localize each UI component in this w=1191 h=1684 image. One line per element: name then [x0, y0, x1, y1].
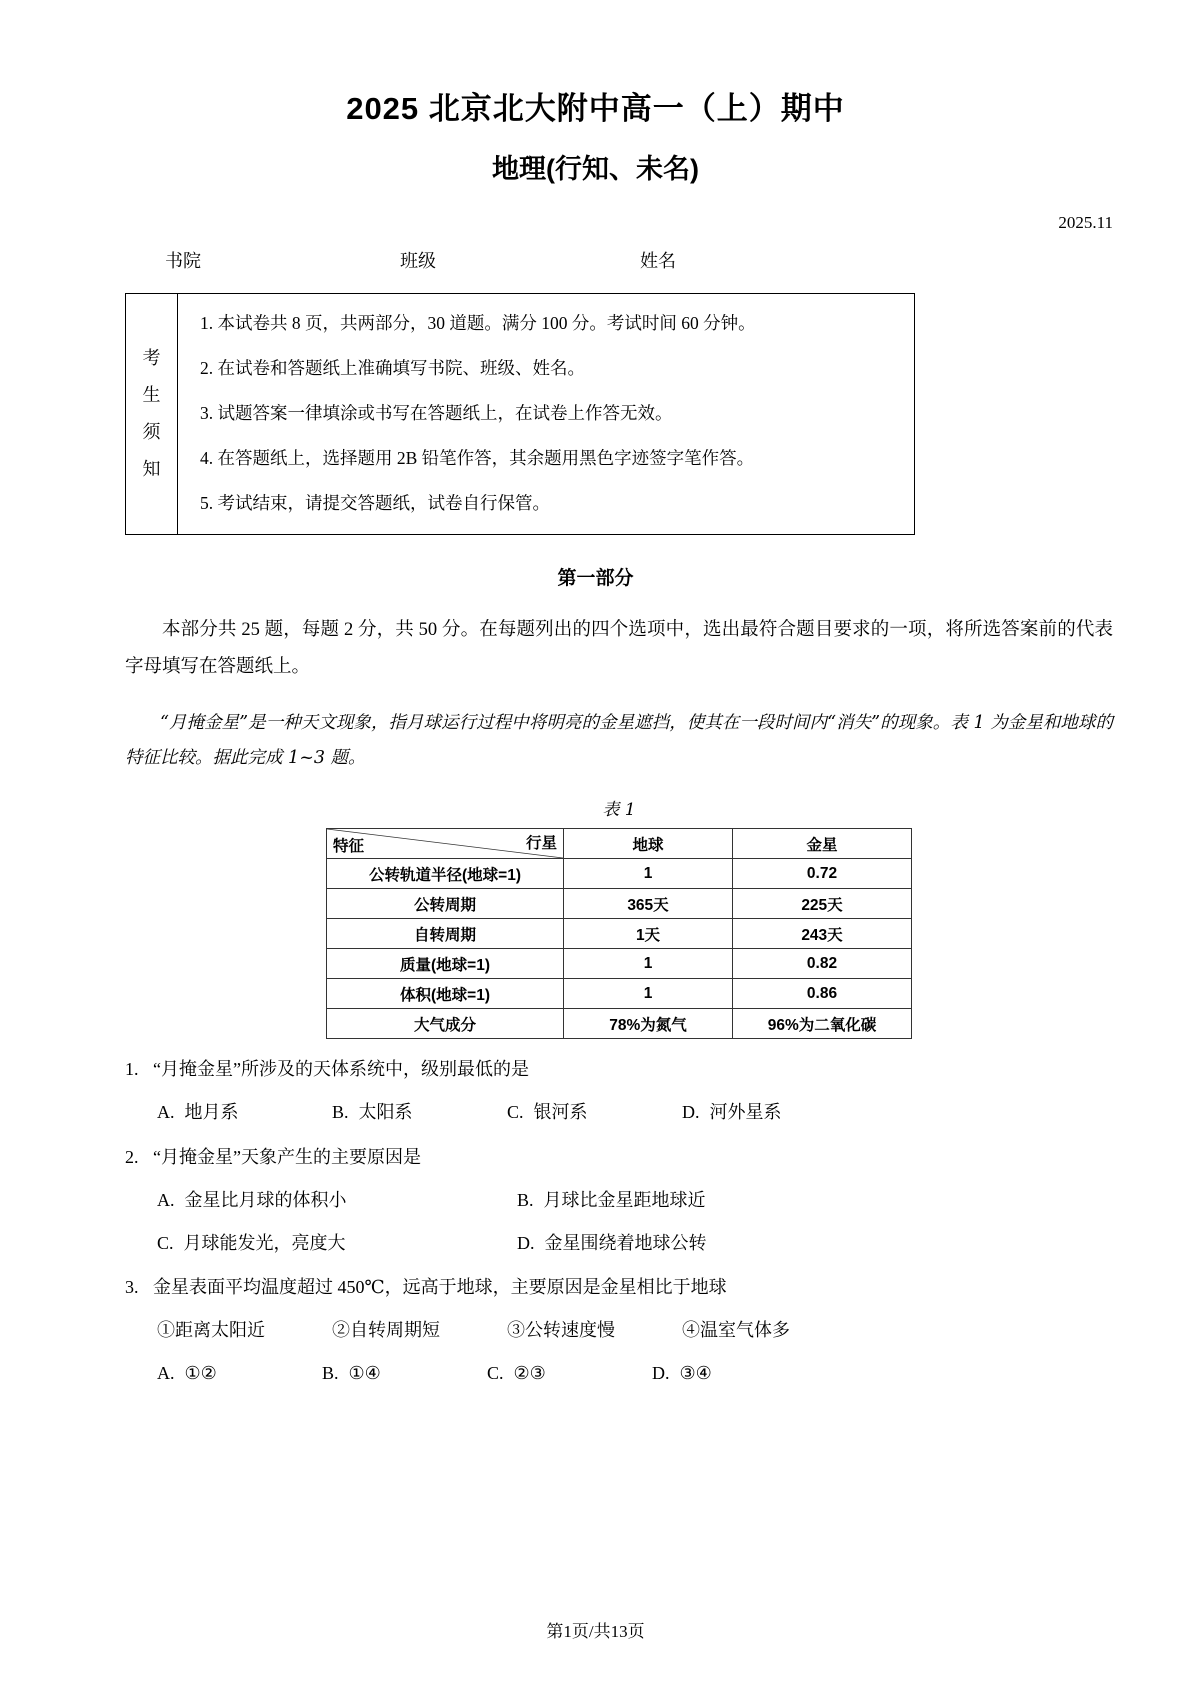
notice-item: 4. 在答题纸上，选择题用 2B 铅笔作答，其余题用黑色字迹签字笔作答。: [200, 448, 755, 469]
row-earth-value: 365天: [564, 889, 733, 919]
option-key: A.: [157, 1189, 175, 1210]
option-d[interactable]: [652, 1359, 817, 1388]
option-a[interactable]: [157, 1186, 517, 1215]
row-earth-value: 1: [564, 949, 733, 979]
option-c[interactable]: [507, 1098, 682, 1127]
section-heading: 第一部分: [557, 567, 634, 589]
option-key: B.: [517, 1189, 534, 1210]
notice-item: 3. 试题答案一律填涂或书写在答题纸上，在试卷上作答无效。: [200, 403, 673, 424]
row-venus-value: 0.72: [733, 859, 912, 889]
section-instruction: 本部分共 25 题，每题 2 分，共 50 分。在每题列出的四个选项中，选出最符合题目要求的一项，将所选答案前的代表字母填写在答题纸上。: [125, 619, 1113, 677]
option-key: A.: [157, 1362, 175, 1383]
field-label-shuyuan: 书院: [165, 250, 201, 271]
question-1-stem: [125, 1055, 1113, 1084]
question-2-stem: [125, 1143, 1113, 1172]
table-row: [327, 859, 912, 889]
option-label: 月球能发光，亮度大: [183, 1232, 346, 1253]
notice-label-vertical: [126, 294, 178, 534]
question-number: 1.: [125, 1059, 139, 1080]
option-d[interactable]: [682, 1098, 857, 1127]
row-venus-value: 0.86: [733, 979, 912, 1009]
option-key: B.: [332, 1102, 349, 1123]
field-label-banji: 班级: [400, 250, 436, 271]
corner-label-top: 行星: [525, 835, 557, 853]
option-label: ①④: [348, 1362, 381, 1383]
table-row: [327, 949, 912, 979]
row-feature: 大气成分: [327, 1009, 564, 1039]
option-b[interactable]: [517, 1186, 877, 1215]
page-footer: 第1页/共13页: [546, 1622, 645, 1641]
circled-statement-3: ③公转速度慢: [507, 1320, 615, 1341]
option-key: D.: [682, 1102, 700, 1123]
option-key: D.: [517, 1232, 535, 1253]
row-venus-value: 225天: [733, 889, 912, 919]
option-d[interactable]: [517, 1229, 877, 1258]
exam-date: 2025.11: [1058, 212, 1113, 232]
table-row: [327, 889, 912, 919]
row-earth-value: 1天: [564, 919, 733, 949]
circled-statement-1: ①距离太阳近: [157, 1320, 265, 1341]
table-row: [327, 1009, 912, 1039]
notice-label-char-0: 考: [142, 347, 161, 368]
table-header-row: [327, 829, 912, 859]
circled-statement-4: ④温室气体多: [682, 1320, 790, 1341]
option-label: 地月系: [184, 1102, 239, 1123]
notice-label-char-3: 知: [142, 458, 161, 479]
candidate-notice-box: [125, 293, 915, 535]
question-number: 2.: [125, 1146, 139, 1167]
notice-label-char-1: 生: [142, 384, 161, 405]
option-label: ①②: [184, 1362, 217, 1383]
option-label: 金星比月球的体积小: [184, 1189, 347, 1210]
option-label: 银河系: [533, 1102, 588, 1123]
row-feature: 公转周期: [327, 889, 564, 919]
option-c[interactable]: [487, 1359, 652, 1388]
notice-item: 5. 考试结束，请提交答题纸，试卷自行保管。: [200, 493, 550, 514]
page-title: 2025 北京北大附中高一（上）期中: [346, 91, 845, 126]
notice-item-list: [178, 294, 914, 534]
question-2-options-row-1: [125, 1186, 1113, 1215]
row-venus-value: 243天: [733, 919, 912, 949]
row-venus-value: 0.82: [733, 949, 912, 979]
question-1-options: [125, 1098, 1113, 1127]
option-label: 太阳系: [358, 1102, 413, 1123]
option-a[interactable]: [157, 1098, 332, 1127]
question-text: 金星表面平均温度超过 450℃，远高于地球，主要原因是金星相比于地球: [153, 1277, 727, 1298]
table-col-header-earth: 地球: [564, 829, 733, 859]
table-caption: 表 1: [602, 800, 636, 821]
question-2: [125, 1143, 1113, 1257]
option-label: 河外星系: [709, 1102, 782, 1123]
notice-label-char-2: 须: [142, 421, 161, 442]
option-label: ②③: [513, 1362, 546, 1383]
stem-passage: “月掩金星”是一种天文现象，指月球运行过程中将明亮的金星遮挡，使其在一段时间内“消失”的现象。表 1 为金星和地球的特征比较。据此完成 1~3 题。: [125, 712, 1113, 769]
table-col-header-venus: 金星: [733, 829, 912, 859]
planet-feature-table: [326, 828, 912, 1039]
row-feature: 自转周期: [327, 919, 564, 949]
option-key: A.: [157, 1102, 175, 1123]
option-key: C.: [157, 1232, 174, 1253]
option-key: D.: [652, 1362, 670, 1383]
page-subtitle: 地理(行知、未名): [492, 153, 699, 184]
table-corner-cell: [327, 829, 564, 859]
corner-label-bottom: 特征: [333, 838, 365, 856]
table-row: [327, 919, 912, 949]
notice-item: 2. 在试卷和答题纸上准确填写书院、班级、姓名。: [200, 358, 585, 379]
row-feature: 质量(地球=1): [327, 949, 564, 979]
circled-statement-2: ②自转周期短: [332, 1320, 440, 1341]
option-c[interactable]: [157, 1229, 517, 1258]
option-label: 金星围绕着地球公转: [544, 1232, 707, 1253]
row-earth-value: 1: [564, 979, 733, 1009]
field-label-xingming: 姓名: [640, 250, 676, 271]
question-1: [125, 1055, 1113, 1127]
row-venus-value: 96%为二氧化碳: [733, 1009, 912, 1039]
feature-table-wrap: [125, 828, 1113, 1039]
row-feature: 体积(地球=1): [327, 979, 564, 1009]
row-earth-value: 1: [564, 859, 733, 889]
student-fields: [0, 247, 1191, 281]
question-3-circled-statements: [125, 1316, 1113, 1345]
question-3: [125, 1273, 1113, 1387]
option-key: C.: [507, 1102, 524, 1123]
question-text: “月掩金星”天象产生的主要原因是: [153, 1146, 421, 1167]
option-key: B.: [322, 1362, 339, 1383]
question-3-stem: [125, 1273, 1113, 1302]
option-label: 月球比金星距地球近: [543, 1189, 706, 1210]
notice-item: 1. 本试卷共 8 页，共两部分，30 道题。满分 100 分。考试时间 60 分钟。: [200, 312, 756, 333]
row-feature: 公转轨道半径(地球=1): [327, 859, 564, 889]
table-row: [327, 979, 912, 1009]
question-2-options-row-2: [125, 1229, 1113, 1258]
row-earth-value: 78%为氮气: [564, 1009, 733, 1039]
option-b[interactable]: [332, 1098, 507, 1127]
option-label: ③④: [679, 1362, 712, 1383]
option-a[interactable]: [157, 1359, 322, 1388]
question-number: 3.: [125, 1277, 139, 1298]
question-3-options: [125, 1359, 1113, 1388]
body-content: [125, 612, 1113, 1388]
option-key: C.: [487, 1362, 504, 1383]
option-b[interactable]: [322, 1359, 487, 1388]
question-text: “月掩金星”所涉及的天体系统中，级别最低的是: [153, 1059, 529, 1080]
